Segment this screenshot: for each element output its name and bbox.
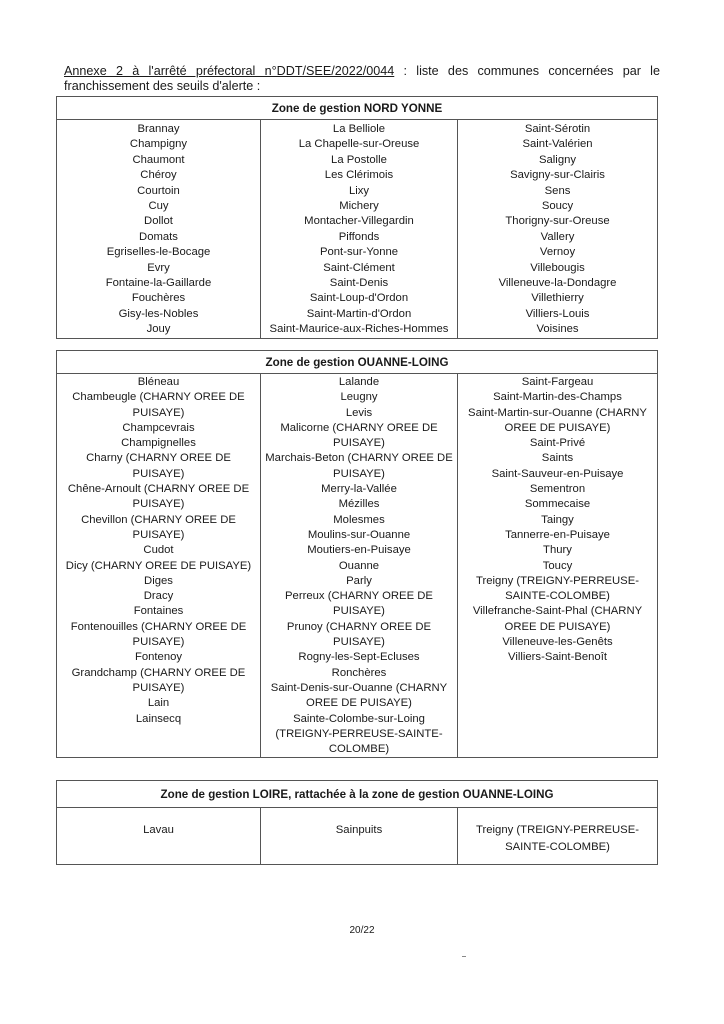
commune-name: Montacher-Villegardin <box>304 215 414 228</box>
commune-name: Savigny-sur-Clairis <box>510 169 605 182</box>
commune-name: Treigny (TREIGNY-PERREUSE-SAINTE-COLOMBE) <box>476 824 640 853</box>
commune-name: Fontenouilles (CHARNY OREE DE PUISAYE) <box>70 620 247 649</box>
commune-column-3 <box>458 808 658 865</box>
commune-name: Chaumont <box>132 153 185 166</box>
commune-name: Saint-Martin-des-Champs <box>493 391 622 404</box>
annex-reference: Annexe 2 à l'arrêté préfectoral n°DDT/SEE/2022/0044 <box>64 64 395 78</box>
commune-name: Gisy-les-Nobles <box>118 307 199 320</box>
commune-name: Sens <box>544 184 571 197</box>
commune-name: Fouchères <box>131 292 186 305</box>
commune-column-2 <box>261 374 458 758</box>
commune-name: Saint-Clément <box>323 261 395 274</box>
page-number: 20/22 <box>349 925 375 936</box>
commune-name: Saint-Privé <box>529 437 586 450</box>
commune-name: Grandchamp (CHARNY OREE DE PUISAYE) <box>71 666 246 694</box>
commune-name: Lixy <box>348 184 370 197</box>
commune-name: La Postolle <box>331 153 387 166</box>
commune-name: Diges <box>144 574 173 587</box>
commune-name: Ronchères <box>331 666 387 679</box>
commune-name: Prunoy (CHARNY OREE DE PUISAYE) <box>286 620 432 649</box>
commune-name: Saints <box>541 452 574 465</box>
zone-title: Zone de gestion LOIRE, rattachée à la zone de gestion OUANNE-LOING <box>57 781 658 808</box>
commune-name: Bléneau <box>137 376 180 388</box>
commune-name: Levis <box>345 406 373 419</box>
commune-column-1 <box>57 374 261 758</box>
commune-name: Moutiers-en-Puisaye <box>307 544 411 557</box>
annex-description: : liste des communes concernées par le franchissement des seuils d'alerte : <box>64 64 660 93</box>
commune-name: Sommecaise <box>524 498 591 511</box>
commune-name: Dracy <box>143 590 174 603</box>
commune-name: Sementron <box>529 483 586 496</box>
commune-column-2 <box>261 808 458 865</box>
commune-name: Saint-Martin-sur-Ouanne (CHARNY OREE DE PUISAYE) <box>468 406 647 434</box>
commune-name: Saint-Denis <box>329 277 389 290</box>
commune-name: Villefranche-Saint-Phal (CHARNY OREE DE PUISAYE) <box>472 605 643 633</box>
zone-title: Zone de gestion OUANNE-LOING <box>57 351 658 374</box>
commune-name: Pont-sur-Yonne <box>319 246 399 259</box>
commune-name: Charny (CHARNY OREE DE PUISAYE) <box>86 452 231 480</box>
commune-name: Ouanne <box>338 559 380 572</box>
commune-name: Marchais-Beton (CHARNY OREE DE PUISAYE) <box>265 452 453 480</box>
zone-table-loire <box>56 780 658 865</box>
zone-table-nord-yonne <box>56 96 658 339</box>
commune-name: Perreux (CHARNY OREE DE PUISAYE) <box>285 590 433 618</box>
commune-column-3 <box>458 374 658 758</box>
commune-name: Chambeugle (CHARNY OREE DE PUISAYE) <box>72 391 245 419</box>
commune-name: Cuy <box>148 200 169 213</box>
commune-name: Taingy <box>541 513 574 526</box>
commune-name: Tannerre-en-Puisaye <box>505 528 610 541</box>
commune-name: Saint-Loup-d'Ordon <box>309 292 409 305</box>
commune-name: Piffonds <box>338 230 380 243</box>
commune-name: Cudot <box>143 544 174 557</box>
commune-name: Fontaine-la-Gaillarde <box>105 277 212 290</box>
commune-name: Villebougis <box>530 261 585 274</box>
commune-name: Saint-Denis-sur-Ouanne (CHARNY OREE DE PUISAYE) <box>270 681 448 710</box>
zone-table-ouanne-loing <box>56 350 658 758</box>
commune-name: Thorigny-sur-Oreuse <box>505 215 610 228</box>
commune-name: Leugny <box>340 391 378 404</box>
commune-name: Lainsecq <box>135 712 182 725</box>
commune-name: Lain <box>147 697 170 710</box>
commune-name: Villeneuve-la-Dondagre <box>498 277 617 290</box>
commune-name: Courtoin <box>137 184 180 197</box>
commune-name: Champignelles <box>121 437 196 450</box>
commune-name: Lavau <box>143 824 174 836</box>
commune-name: Saint-Sauveur-en-Puisaye <box>491 467 624 480</box>
commune-name: Michery <box>339 200 379 213</box>
commune-name: Chêne-Arnoult (CHARNY OREE DE PUISAYE) <box>67 483 250 511</box>
commune-name: Egriselles-le-Bocage <box>106 246 211 259</box>
commune-name: Rogny-les-Sept-Ecluses <box>298 651 420 664</box>
commune-name: Saint-Martin-d'Ordon <box>306 307 412 320</box>
commune-name: Villethierry <box>531 292 584 305</box>
annex-intro <box>64 64 660 93</box>
commune-name: Malicorne (CHARNY OREE DE PUISAYE) <box>280 421 438 450</box>
commune-name: Brannay <box>137 123 180 135</box>
commune-name: Villiers-Louis <box>525 307 590 320</box>
commune-name: Evry <box>147 261 170 274</box>
commune-column-1 <box>57 808 261 865</box>
commune-name: Domats <box>139 230 178 243</box>
commune-column-2 <box>261 120 458 339</box>
commune-name: Sainpuits <box>335 824 383 836</box>
commune-name: Chevillon (CHARNY OREE DE PUISAYE) <box>81 513 236 541</box>
commune-name: Jouy <box>146 323 171 336</box>
commune-name: Vallery <box>540 230 575 243</box>
commune-name: Fontaines <box>133 605 184 618</box>
commune-name: Molesmes <box>333 513 385 526</box>
commune-name: Les Clérimois <box>324 169 394 182</box>
commune-name: Dicy (CHARNY OREE DE PUISAYE) <box>65 559 252 572</box>
commune-name: Merry-la-Vallée <box>321 483 397 496</box>
commune-name: Champigny <box>129 138 188 151</box>
commune-name: Lalande <box>338 376 380 388</box>
commune-name: Saint-Fargeau <box>521 376 594 388</box>
commune-column-1 <box>57 120 261 339</box>
commune-name: Toucy <box>542 559 573 572</box>
commune-name: La Belliole <box>332 123 386 135</box>
commune-column-3 <box>458 120 658 339</box>
commune-name: Dollot <box>144 215 173 228</box>
commune-name: Chéroy <box>140 169 177 182</box>
commune-name: Mézilles <box>338 498 380 511</box>
commune-name: Vernoy <box>539 246 576 259</box>
commune-name: Villeneuve-les-Genêts <box>502 636 613 649</box>
commune-name: Fontenoy <box>134 651 183 664</box>
commune-name: Champcevrais <box>122 421 195 434</box>
commune-name: Soucy <box>541 200 574 213</box>
scan-speck <box>462 956 466 957</box>
commune-name: Thury <box>543 544 572 557</box>
commune-name: Villiers-Saint-Benoît <box>508 651 607 664</box>
zone-title: Zone de gestion NORD YONNE <box>57 97 658 120</box>
commune-name: Moulins-sur-Ouanne <box>307 528 411 541</box>
commune-name: Saligny <box>538 153 577 166</box>
commune-name: Saint-Sérotin <box>524 123 591 135</box>
commune-name: Parly <box>346 574 372 587</box>
commune-name: Treigny (TREIGNY-PERREUSE-SAINTE-COLOMBE) <box>476 574 639 603</box>
commune-name: Saint-Valérien <box>522 138 593 151</box>
commune-name: Saint-Maurice-aux-Riches-Hommes <box>269 323 449 336</box>
commune-name: Voisines <box>536 323 579 336</box>
commune-name: La Chapelle-sur-Oreuse <box>298 138 420 151</box>
commune-name: Sainte-Colombe-sur-Loing (TREIGNY-PERREUSE-SAINTE-COLOMBE) <box>275 712 443 756</box>
